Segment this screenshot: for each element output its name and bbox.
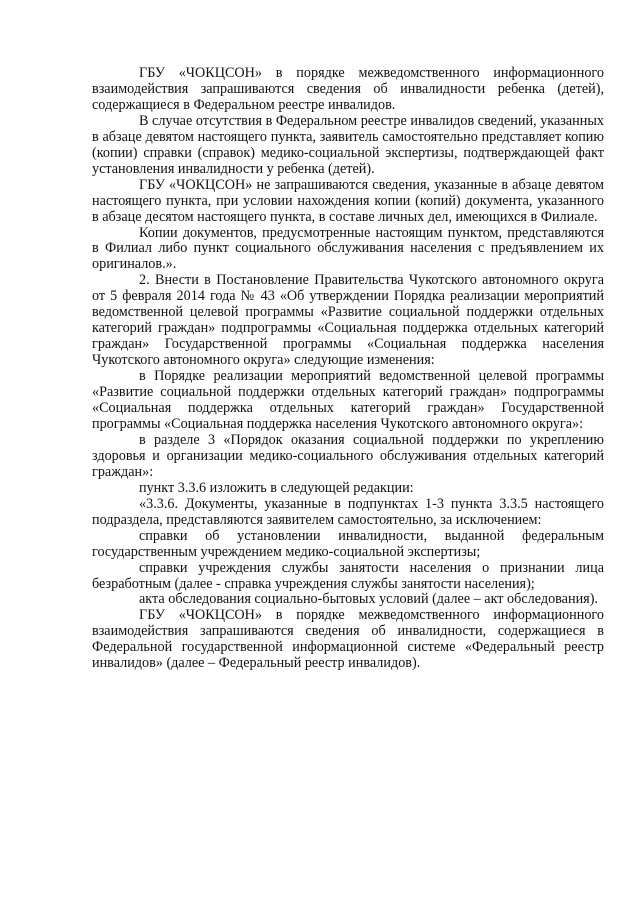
paragraph: ГБУ «ЧОКЦСОН» в порядке межведомственного информационного взаимодействия запрашиваются сведения об инвалидности, содержащиеся в Федеральной государственной информационной системе «Федеральный реестр инвалидов» (далее – Федеральный реестр инвалидов). xyxy=(92,607,604,672)
paragraph: пункт 3.3.6 изложить в следующей редакции: xyxy=(139,479,414,496)
paragraph: справки об установлении инвалидности, выданной федеральным государственным учреждением медико-социальной экспертизы; xyxy=(92,527,604,560)
paragraph: 2. Внести в Постановление Правительства Чукотского автономного округа от 5 февраля 2014 года № 43 «Об утверждении Порядка реализации мероприятий ведомственной целевой программы «Развитие социальной поддержки отдельных категорий граждан» подпрограммы «Социальная поддержка отдельных категорий граждан» Государственной программы «Социальная поддержка населения Чукотского автономного округа» следующие изменения: xyxy=(92,272,604,369)
paragraph: акта обследования социально-бытовых условий (далее – акт обследования). xyxy=(139,591,598,608)
paragraph: В случае отсутствия в Федеральном реестре инвалидов сведений, указанных в абзаце девятом настоящего пункта, заявитель самостоятельно представляет копию (копии) справки (справок) медико-социальной экспертизы, подтверждающей факт установления инвалидности у ребенка (детей). xyxy=(92,112,604,177)
document-body xyxy=(92,66,604,672)
paragraph: «3.3.6. Документы, указанные в подпунктах 1-3 пункта 3.3.5 настоящего подраздела, представляются заявителем самостоятельно, за исключением: xyxy=(92,495,604,528)
paragraph: справки учреждения службы занятости населения о признании лица безработным (далее - справка учреждения службы занятости населения); xyxy=(92,559,604,592)
paragraph: ГБУ «ЧОКЦСОН» не запрашиваются сведения, указанные в абзаце девятом настоящего пункта, при условии нахождения копии (копий) документа, указанного в абзаце десятом настоящего пункта, в составе личных дел, имеющихся в Филиале. xyxy=(92,176,604,225)
paragraph: в разделе 3 «Порядок оказания социальной поддержки по укреплению здоровья и организации медико-социального обслуживания отдельных категорий граждан»: xyxy=(92,431,604,480)
paragraph: ГБУ «ЧОКЦСОН» в порядке межведомственного информационного взаимодействия запрашиваются сведения об инвалидности ребенка (детей), содержащиеся в Федеральном реестре инвалидов. xyxy=(92,65,604,113)
paragraph: в Порядке реализации мероприятий ведомственной целевой программы «Развитие социальной поддержки отдельных категорий граждан» подпрограммы «Социальная поддержка отдельных категорий граждан» Государственной программы «Социальная поддержка населения Чукотского автономного округа»: xyxy=(92,368,604,432)
paragraph: Копии документов, предусмотренные настоящим пунктом, представляются в Филиал либо пункт социального обслуживания населения с предъявлением их оригиналов.». xyxy=(92,224,604,273)
